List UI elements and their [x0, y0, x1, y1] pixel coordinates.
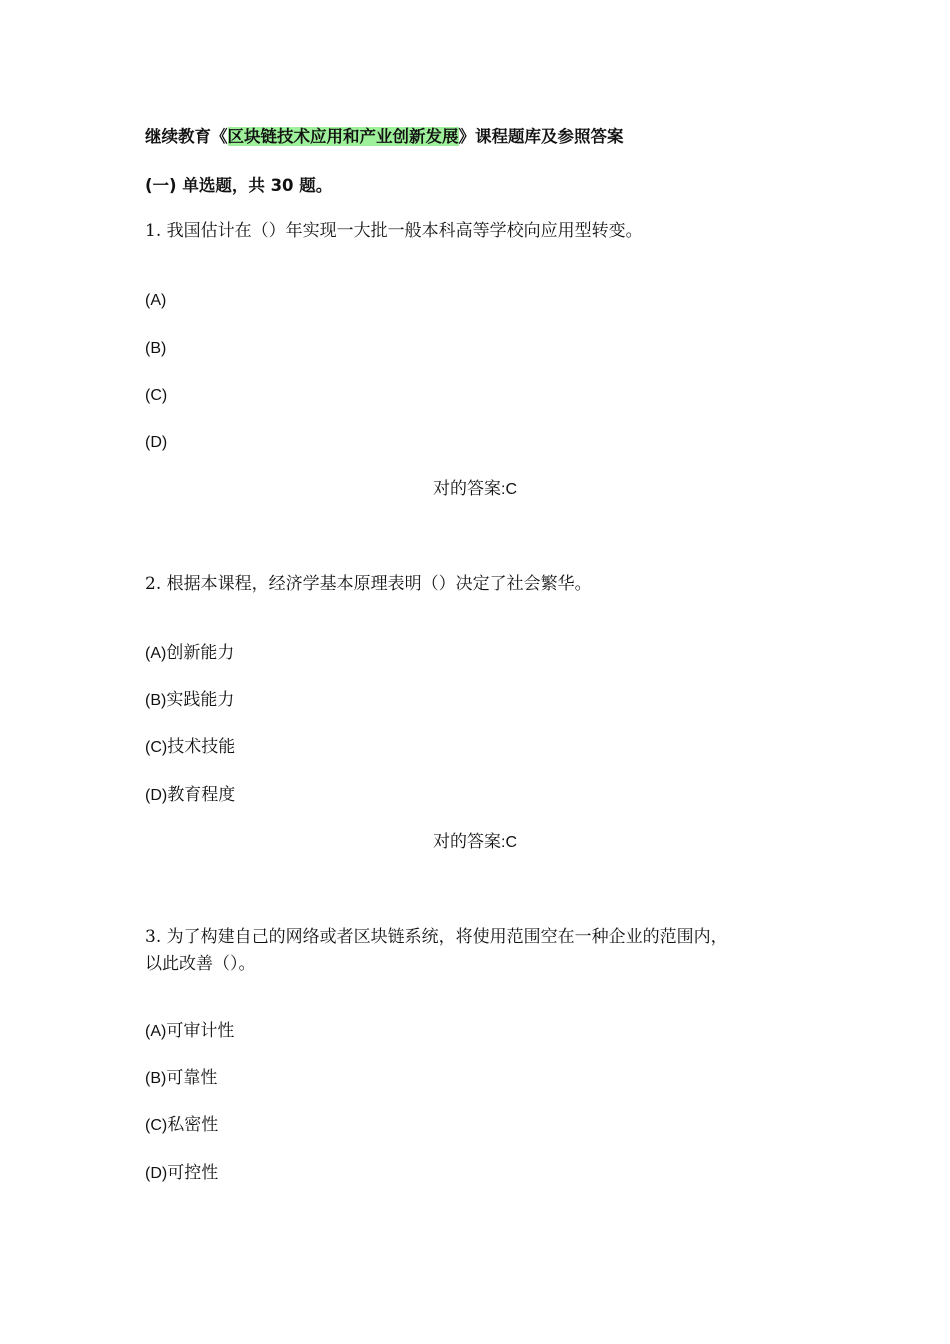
question-1-answer — [0, 478, 950, 501]
title-prefix: 继续教育《 — [145, 127, 228, 146]
option-label: (A) — [145, 645, 167, 662]
option-text: 创新能力 — [166, 643, 235, 663]
question-3-text-line2: 以此改善（）。 — [145, 954, 256, 974]
option-label: (C) — [145, 739, 168, 756]
question-2-answer — [0, 831, 950, 854]
option-label: (D) — [145, 1165, 168, 1182]
option-text: 可审计性 — [166, 1021, 235, 1041]
option-label: (B) — [145, 340, 167, 357]
question-2-option-b — [145, 689, 234, 712]
answer-value: :C — [501, 834, 517, 851]
option-label: (D) — [145, 434, 168, 451]
option-text: 可靠性 — [166, 1068, 218, 1088]
option-label: (D) — [145, 787, 168, 804]
question-1-option-a — [145, 289, 166, 312]
option-text: 技术技能 — [167, 737, 236, 757]
question-3-option-b — [145, 1067, 217, 1090]
title-suffix: 》课程题库及参照答案 — [458, 127, 624, 146]
question-1-text: 1. 我国估计在（）年实现一大批一般本科高等学校向应用型转变。 — [145, 221, 643, 241]
question-2-option-a — [145, 642, 234, 665]
option-label: (A) — [145, 1023, 167, 1040]
option-label: (A) — [145, 292, 167, 309]
question-2-option-c — [145, 736, 235, 759]
question-2-text: 2. 根据本课程，经济学基本原理表明（）决定了社会繁华。 — [145, 574, 592, 594]
question-3-option-a — [145, 1020, 234, 1043]
question-2-option-d — [145, 784, 235, 807]
title-highlight: 区块链技术应用和产业创新发展 — [227, 127, 459, 146]
section-heading: (一) 单选题，共 30 题。 — [145, 176, 333, 195]
answer-prefix: 对的答案 — [433, 479, 501, 499]
question-3-option-d — [145, 1162, 218, 1185]
option-label: (B) — [145, 1070, 167, 1087]
question-1-option-d — [145, 431, 167, 454]
question-3-text-line1: 3. 为了构建自己的网络或者区块链系统，将使用范围空在一种企业的范围内， — [145, 927, 728, 947]
question-1-option-c — [145, 384, 167, 407]
option-label: (B) — [145, 692, 167, 709]
option-label: (C) — [145, 387, 168, 404]
answer-value: :C — [501, 481, 517, 498]
option-text: 私密性 — [167, 1115, 219, 1135]
option-label: (C) — [145, 1117, 168, 1134]
question-3-option-c — [145, 1114, 218, 1137]
question-1-option-b — [145, 337, 166, 360]
document-title — [145, 126, 624, 148]
option-text: 实践能力 — [166, 690, 235, 710]
option-text: 可控性 — [167, 1163, 219, 1183]
option-text: 教育程度 — [167, 785, 236, 805]
answer-prefix: 对的答案 — [433, 832, 501, 852]
